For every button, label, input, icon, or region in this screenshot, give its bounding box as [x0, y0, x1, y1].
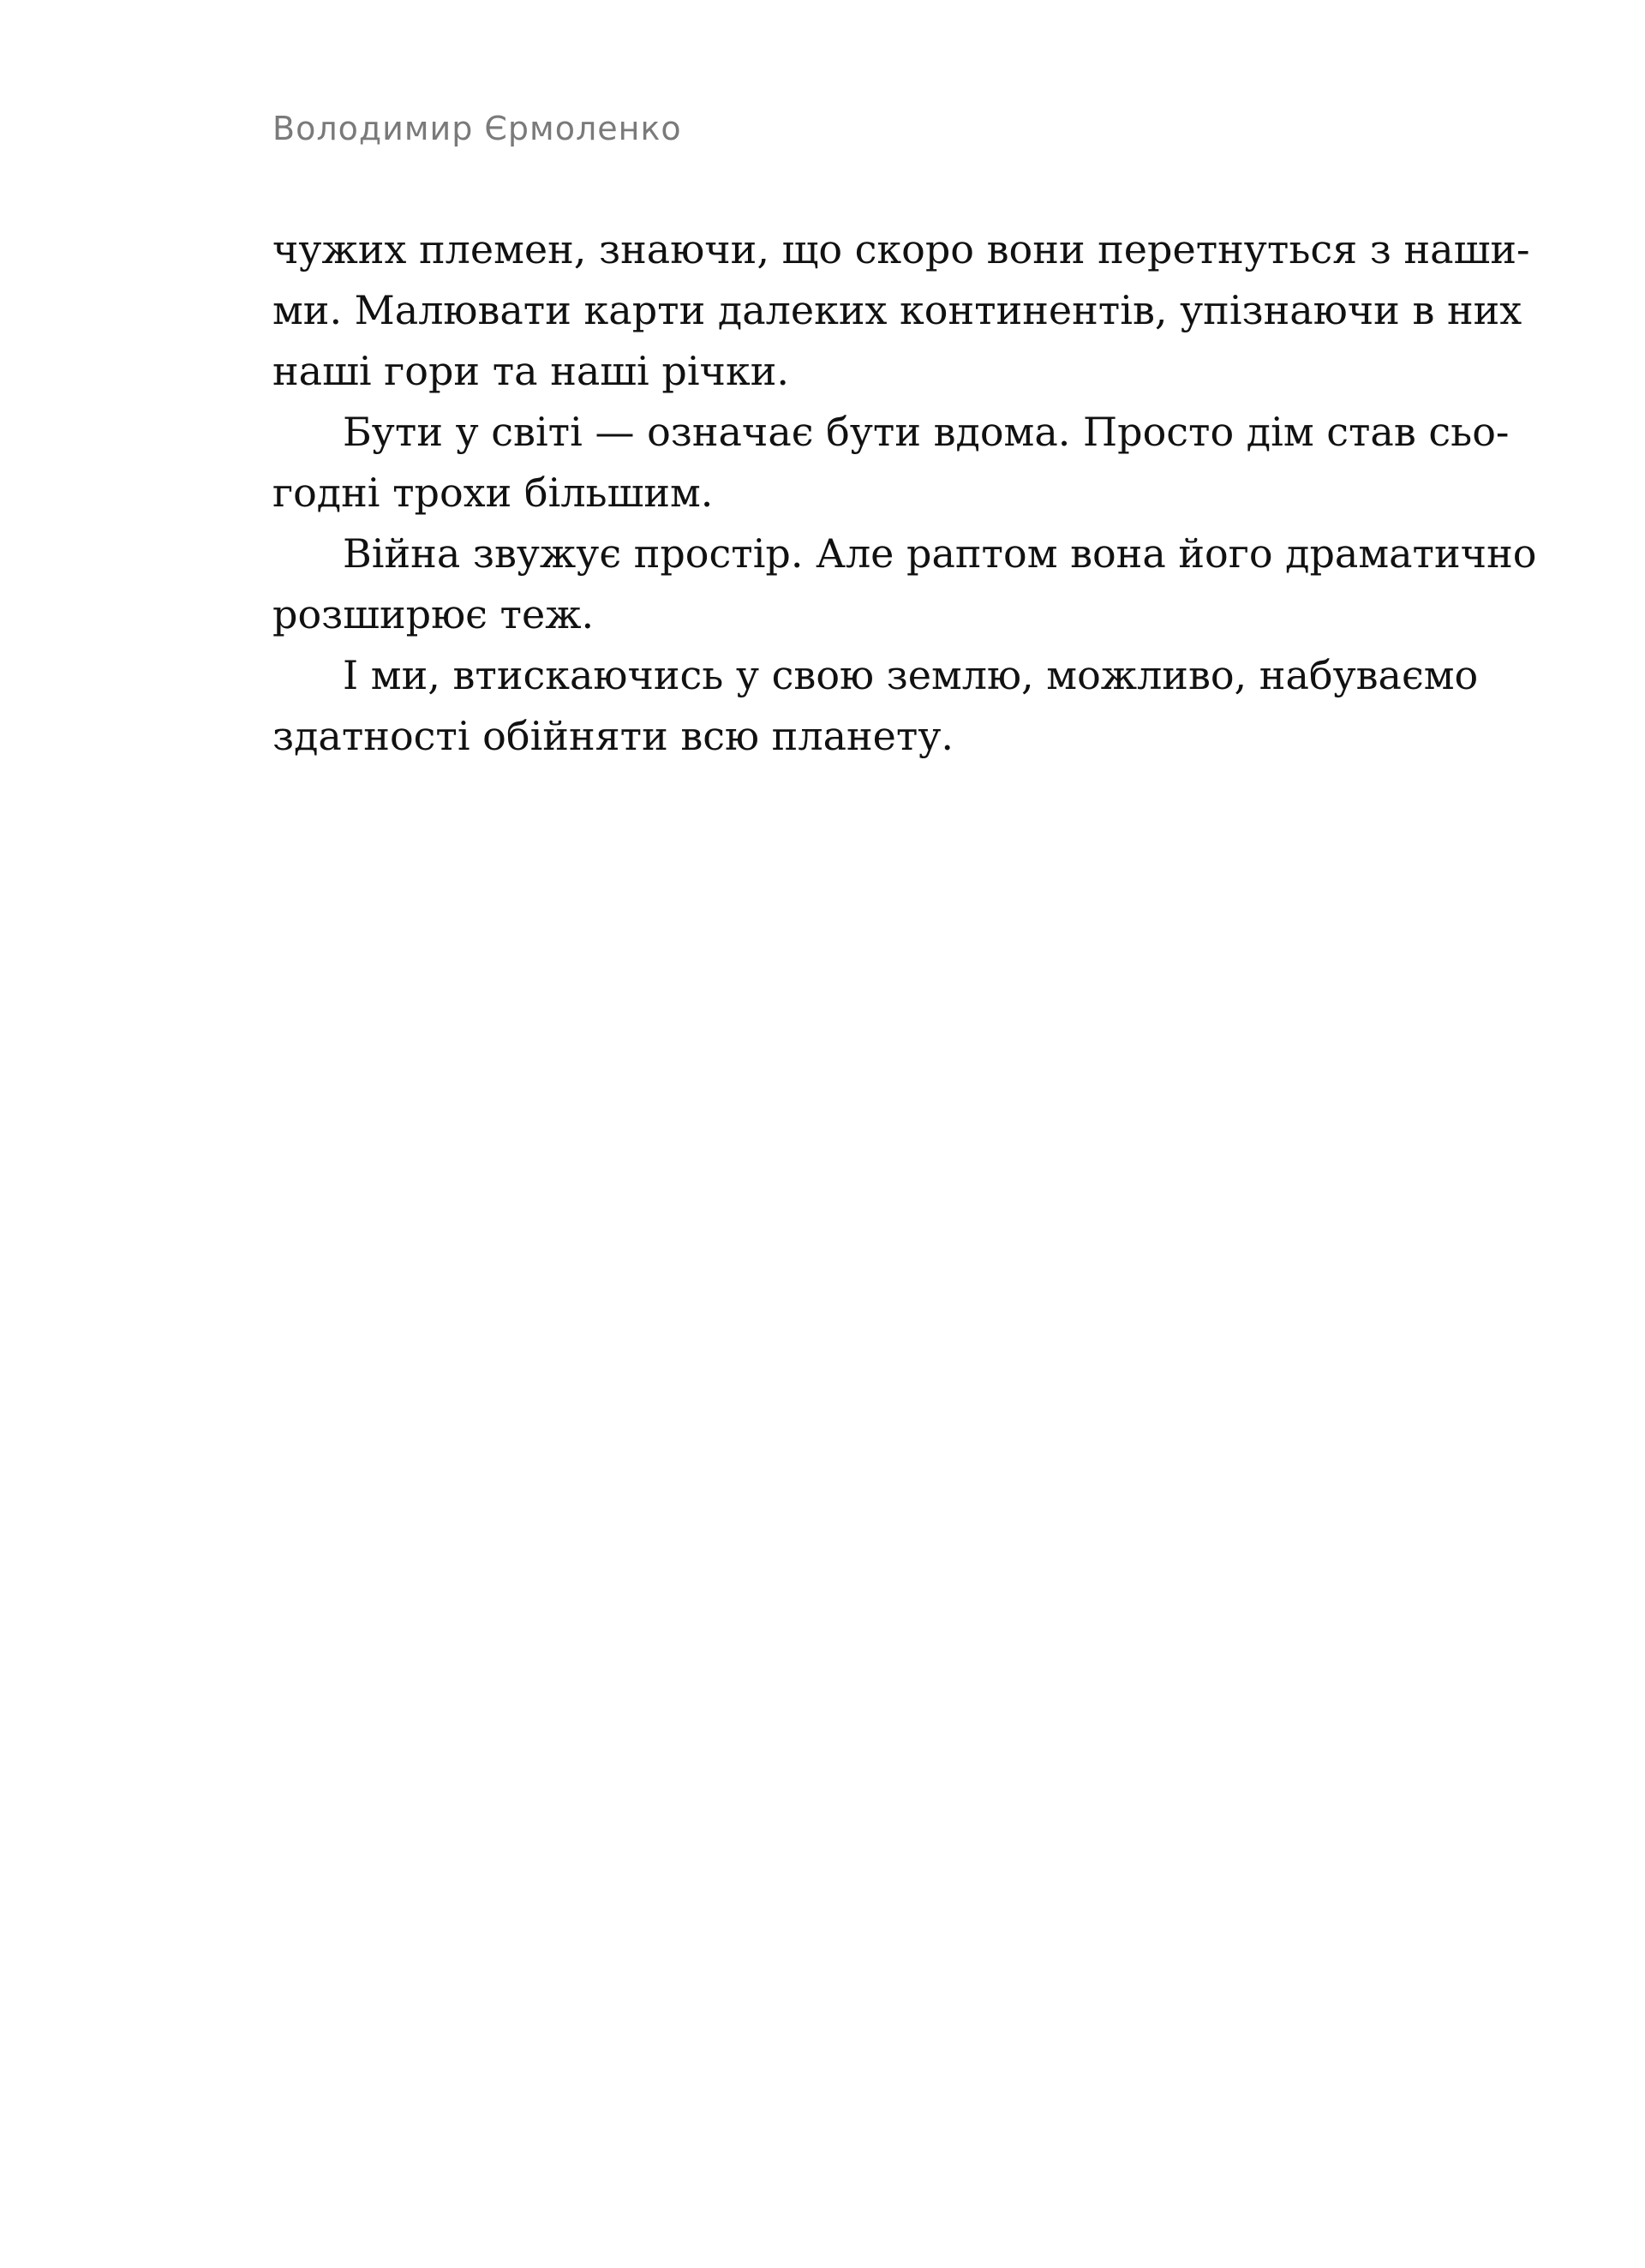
body-text	[272, 219, 1537, 767]
text-line: ми. Малювати карти далеких континентів, упізнаючи в них	[272, 287, 1522, 333]
text-line: наші гори та наші річки.	[272, 348, 789, 394]
paragraph-first-line: І ми, втискаючись у свою землю, можливо, набуваємо	[343, 652, 1479, 698]
paragraph-first-line: Війна звужує простір. Але раптом вона його драматично	[343, 530, 1537, 577]
paragraph-first-line: Бути у світі — означає бути вдома. Просто дім став сьо-	[343, 409, 1510, 455]
text-line: чужих племен, знаючи, що скоро вони перетнуться з наши-	[272, 226, 1530, 272]
text-line: здатності обійняти всю планету.	[272, 713, 954, 759]
text-line: розширює теж.	[272, 591, 595, 637]
running-head-author: Володимир Єрмоленко	[272, 110, 682, 147]
text-line: годні трохи більшим.	[272, 470, 714, 516]
